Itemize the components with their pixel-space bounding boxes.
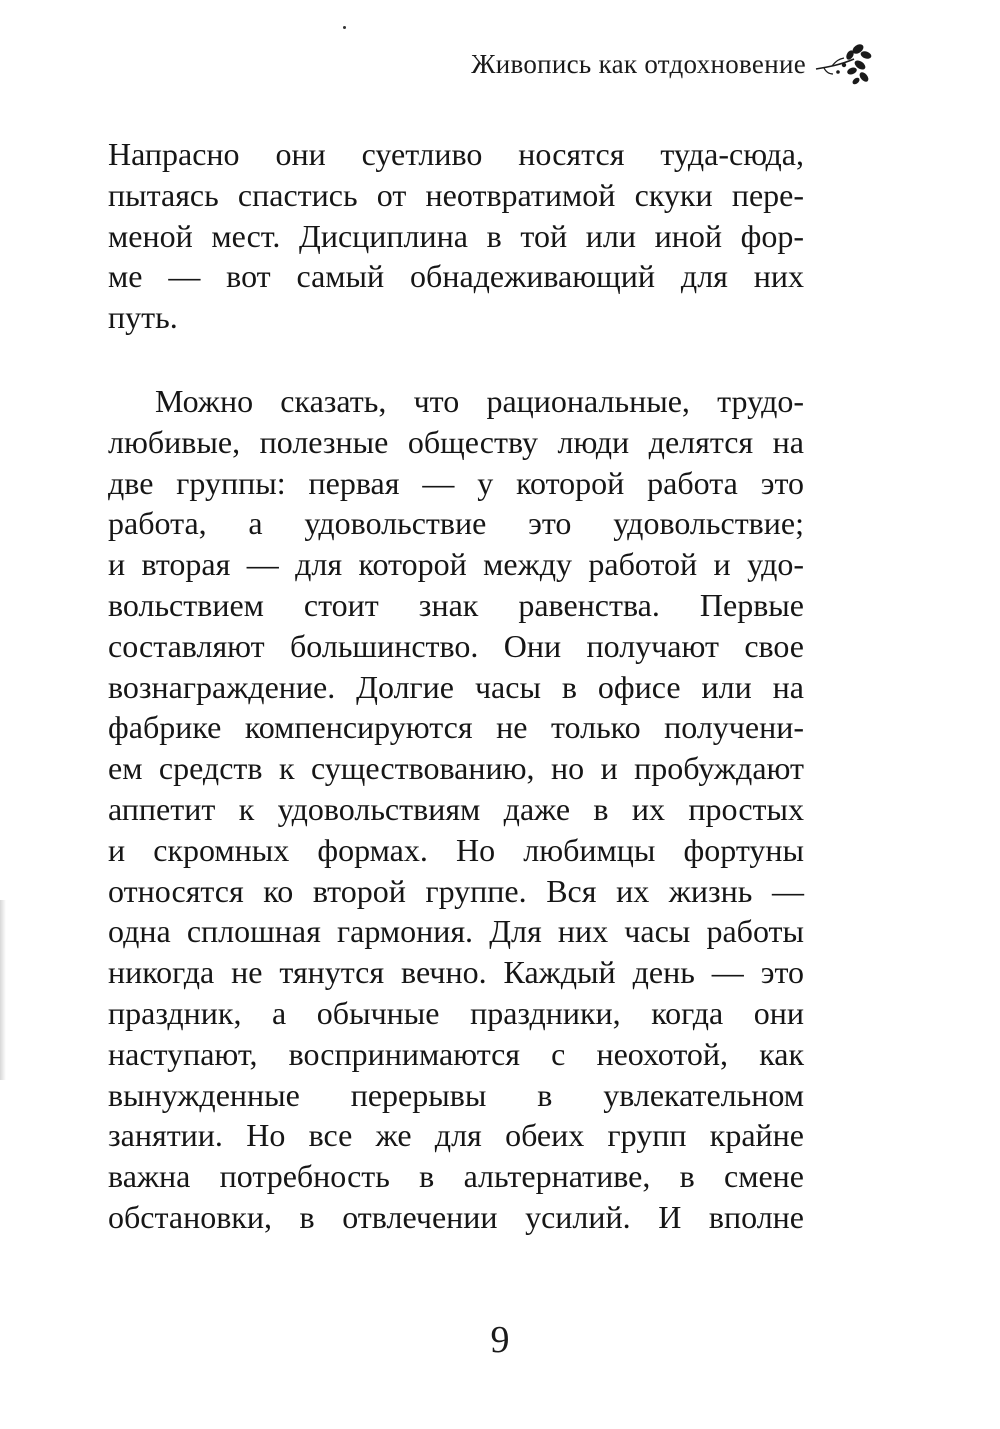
text-line: и вторая — для которой между работой и удо- (108, 546, 804, 583)
scan-edge-shadow (0, 900, 6, 1080)
text-line: аппетит к удовольствиям даже в их простых (108, 790, 804, 827)
text-line: ме — вот самый обнадеживающий для них (108, 258, 804, 295)
text-line: пытаясь спастись от неотвратимой скуки пере- (108, 176, 804, 213)
text-line: обстановки, в отвлечении усилий. И вполне (108, 1198, 804, 1235)
print-speck (343, 26, 346, 29)
text-line: праздник, а обычные праздники, когда они (108, 994, 804, 1031)
text-line: вынужденные перерывы в увлекательном (108, 1076, 804, 1113)
running-header (471, 42, 872, 86)
leaf-sprig-icon (814, 41, 872, 87)
text-line: одна сплошная гармония. Для них часы работы (108, 913, 804, 950)
paragraph-2 (108, 381, 804, 1238)
text-line: занятии. Но все же для обеих групп крайне (108, 1117, 804, 1154)
text-line: ем средств к существованию, но и пробуждают (108, 750, 804, 787)
text-line: фабрике компенсируются не только получени- (108, 709, 804, 746)
text-line: важна потребность в альтернативе, в смене (108, 1158, 804, 1195)
text-line: относятся ко второй группе. Вся их жизнь — (108, 872, 804, 909)
text-line: работа, а удовольствие это удовольствие; (108, 505, 804, 542)
text-line: путь. (108, 299, 178, 336)
text-line: никогда не тянутся вечно. Каждый день — это (108, 954, 804, 991)
page-number: 9 (490, 1319, 510, 1361)
text-line: и скромных формах. Но любимцы фортуны (108, 831, 804, 868)
text-line: две группы: первая — у которой работа это (108, 464, 804, 501)
text-line: любивые, полезные обществу люди делятся на (108, 423, 804, 460)
text-line: Напрасно они суетливо носятся туда-сюда, (108, 136, 804, 172)
text-line: Можно сказать, что рациональные, трудо- (155, 383, 804, 419)
text-line: вознаграждение. Долгие часы в офисе или на (108, 668, 804, 705)
text-line: вольствием стоит знак равенства. Первые (108, 586, 804, 623)
paragraph-1 (108, 134, 804, 338)
text-line: меной мест. Дисциплина в той или иной фор- (108, 217, 804, 254)
text-line: наступают, воспринимаются с неохотой, как (108, 1035, 804, 1072)
running-title: Живопись как отдохновение (471, 48, 806, 79)
text-line: составляют большинство. Они получают свое (108, 627, 804, 664)
